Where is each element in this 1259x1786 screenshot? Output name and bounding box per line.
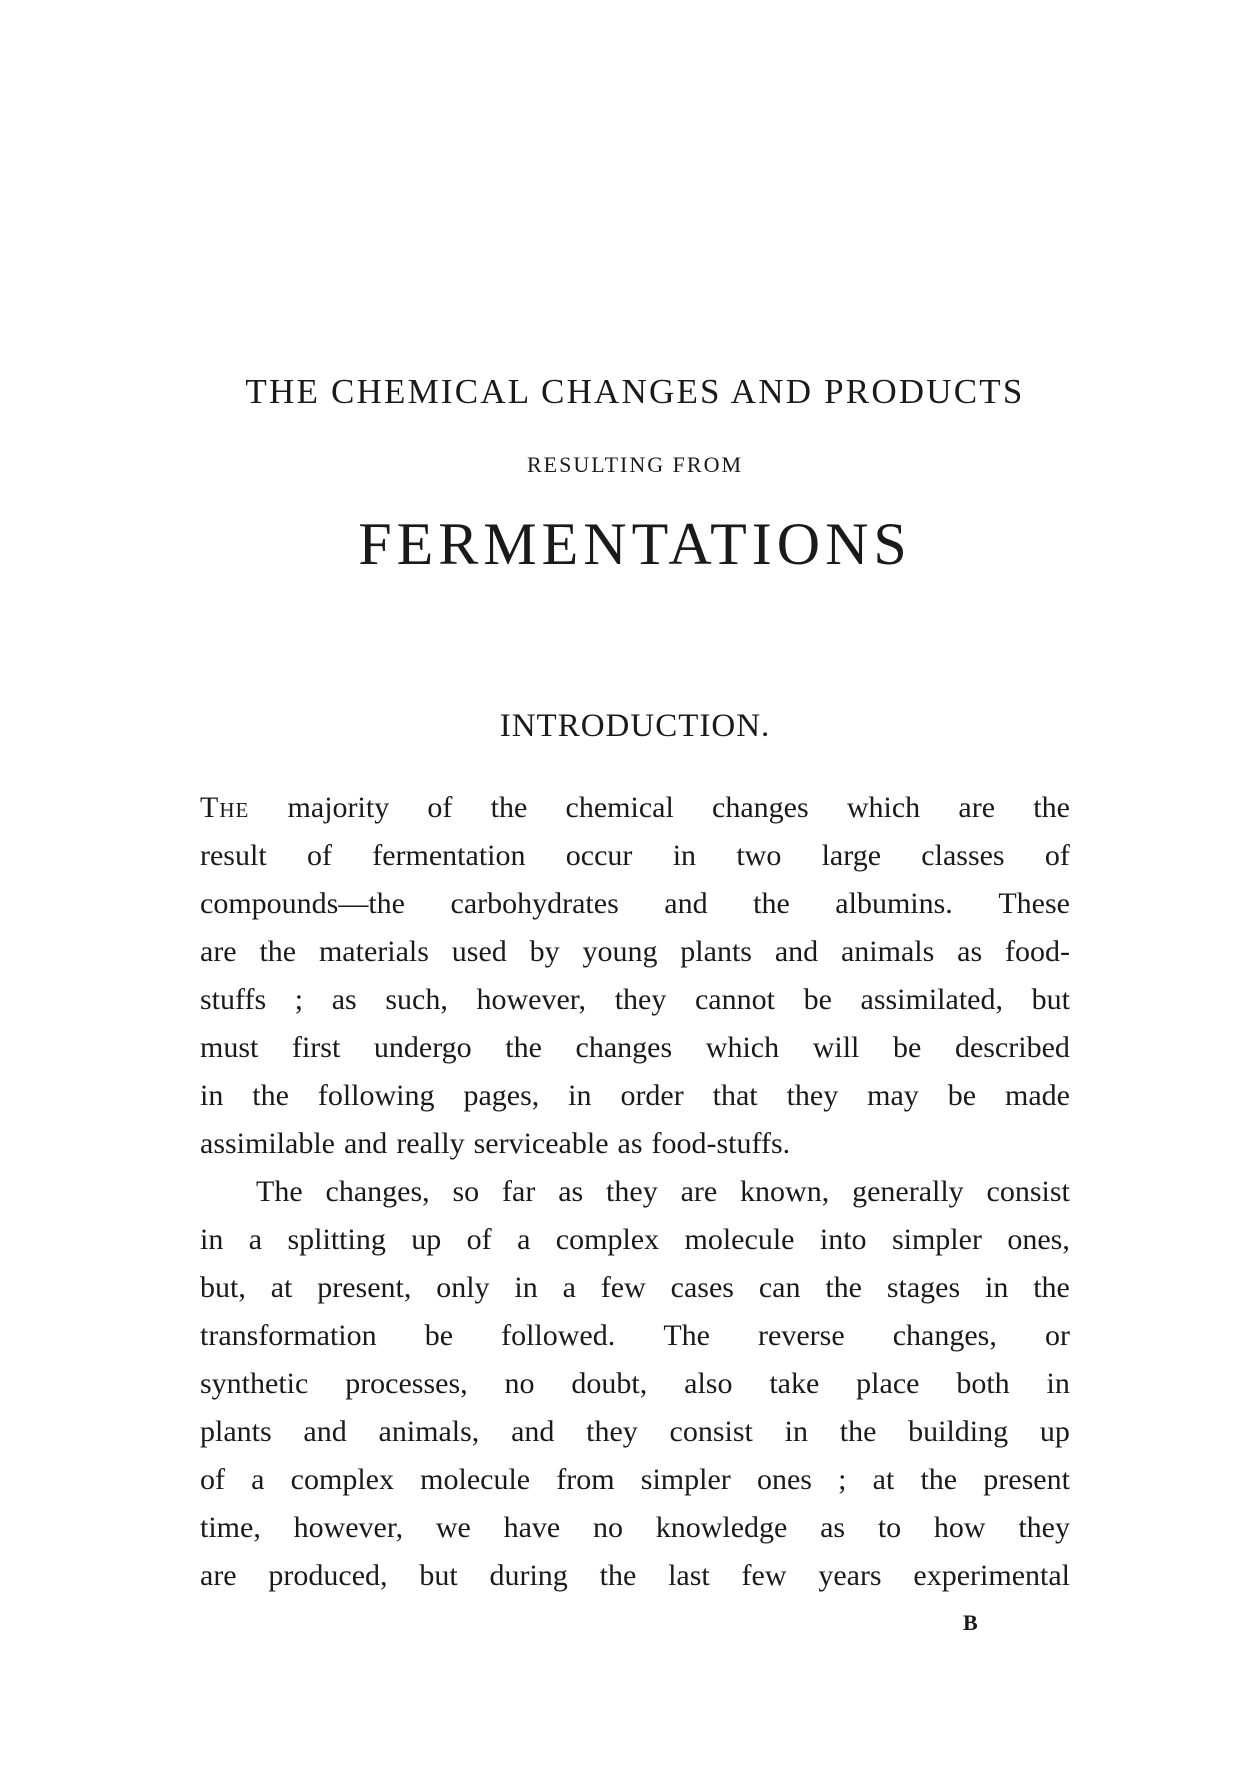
word: they <box>614 983 667 1016</box>
word: ones <box>756 1463 812 1496</box>
word: the <box>1033 1271 1070 1304</box>
word: two <box>736 839 782 872</box>
word: of <box>306 839 332 872</box>
word: the <box>1033 791 1070 824</box>
word: cannot <box>694 983 775 1016</box>
word: serviceable <box>473 1127 609 1160</box>
word: in <box>672 839 697 872</box>
word: ; <box>294 983 304 1016</box>
book-subheading: RESULTING FROM <box>526 452 744 477</box>
word: as <box>957 935 983 968</box>
word: assimilated, <box>860 983 1003 1016</box>
word: far <box>502 1175 536 1208</box>
text-line <box>200 1504 1070 1552</box>
word: be <box>424 1319 454 1352</box>
book-heading: THE CHEMICAL CHANGES AND PRODUCTS <box>245 372 1025 411</box>
word: carbohydrates <box>450 887 619 920</box>
word: The <box>256 1175 303 1208</box>
word: knowledge <box>655 1511 788 1544</box>
word: in <box>200 1079 224 1112</box>
word: place <box>856 1367 920 1400</box>
text-line <box>200 1264 1070 1312</box>
word: fermentation <box>372 839 526 872</box>
word: and <box>774 935 819 968</box>
word: the <box>825 1271 862 1304</box>
word: in <box>784 1415 808 1448</box>
word: stuffs <box>200 983 267 1016</box>
word: into <box>819 1223 867 1256</box>
word: changes, <box>325 1175 430 1208</box>
word: splitting <box>287 1223 386 1256</box>
word: a <box>248 1223 263 1256</box>
word: at <box>872 1463 895 1496</box>
word: present, <box>317 1271 412 1304</box>
signature-mark: B <box>963 1610 978 1635</box>
word: changes <box>575 1031 673 1064</box>
word: assimilable <box>200 1127 335 1160</box>
word: no <box>592 1511 623 1544</box>
word: experimental <box>913 1559 1070 1592</box>
word: simpler <box>891 1223 982 1256</box>
word: made <box>1004 1079 1070 1112</box>
word: transformation <box>200 1319 377 1352</box>
word: described <box>954 1031 1070 1064</box>
word: few <box>741 1559 787 1592</box>
word: up <box>1039 1415 1070 1448</box>
word: we <box>435 1511 471 1544</box>
word: classes <box>921 839 1005 872</box>
word: the <box>252 1079 289 1112</box>
word: cases <box>670 1271 734 1304</box>
word: however, <box>293 1511 404 1544</box>
word: undergo <box>373 1031 472 1064</box>
word: complex <box>555 1223 660 1256</box>
word: but <box>419 1559 458 1592</box>
word: plants <box>680 935 752 968</box>
word: and <box>343 1127 388 1160</box>
word: the <box>753 887 790 920</box>
text-line <box>200 832 1070 880</box>
word: in <box>568 1079 592 1112</box>
word: followed. <box>501 1319 616 1352</box>
word: occur <box>565 839 633 872</box>
word: however, <box>476 983 587 1016</box>
word: have <box>503 1511 561 1544</box>
word: they <box>606 1175 658 1208</box>
text-line <box>200 1168 1070 1216</box>
word: large <box>821 839 882 872</box>
word: few <box>600 1271 646 1304</box>
text-line <box>200 1216 1070 1264</box>
word: which <box>705 1031 780 1064</box>
word: the <box>505 1031 542 1064</box>
word: last <box>668 1559 710 1592</box>
word: young <box>582 935 658 968</box>
word: up <box>411 1223 442 1256</box>
word: really <box>396 1127 465 1160</box>
word: may <box>867 1079 919 1112</box>
word: will <box>812 1031 860 1064</box>
text-line <box>200 880 1070 928</box>
word: result <box>200 839 267 872</box>
word: simpler <box>640 1463 731 1496</box>
word: they <box>786 1079 839 1112</box>
word: no <box>504 1367 535 1400</box>
word: in <box>200 1223 224 1256</box>
word: to <box>877 1511 902 1544</box>
word: the <box>599 1559 637 1592</box>
word: changes <box>712 791 809 824</box>
word: stages <box>886 1271 961 1304</box>
word: as <box>558 1175 584 1208</box>
text-line <box>200 784 1070 832</box>
text-line <box>200 1552 1070 1600</box>
paragraph-lead-word: The <box>200 791 250 824</box>
word: by <box>529 935 560 968</box>
word: order <box>620 1079 684 1112</box>
word: processes, <box>345 1367 468 1400</box>
word: a <box>251 1463 265 1496</box>
word: food-stuffs. <box>651 1127 791 1160</box>
word: at <box>270 1271 293 1304</box>
word: how <box>933 1511 986 1544</box>
word: be <box>893 1031 922 1064</box>
word: majority <box>287 791 390 824</box>
word: The <box>663 1319 710 1352</box>
word: and <box>511 1415 555 1448</box>
word: are <box>680 1175 718 1208</box>
word: of <box>427 791 453 824</box>
word: take <box>769 1367 820 1400</box>
word: pages, <box>463 1079 540 1112</box>
word: but, <box>200 1271 246 1304</box>
word: albumins. <box>835 887 953 920</box>
word: complex <box>290 1463 394 1496</box>
word: both <box>956 1367 1010 1400</box>
text-line <box>200 1120 1070 1168</box>
word: so <box>452 1175 480 1208</box>
word: the <box>920 1463 958 1496</box>
word: only <box>436 1271 490 1304</box>
word: synthetic <box>200 1367 309 1400</box>
word: molecule <box>420 1463 531 1496</box>
word: reverse <box>758 1319 845 1352</box>
word: a <box>562 1271 576 1304</box>
text-line <box>200 1024 1070 1072</box>
word: changes, <box>892 1319 997 1352</box>
body-text <box>200 784 1070 1600</box>
word: a <box>517 1223 531 1256</box>
word: such, <box>385 983 448 1016</box>
book-title: FERMENTATIONS <box>358 511 912 577</box>
word: food- <box>1004 935 1070 968</box>
word: plants <box>200 1415 272 1448</box>
word: can <box>758 1271 801 1304</box>
word: of <box>1044 839 1070 872</box>
word: generally <box>852 1175 964 1208</box>
section-title: INTRODUCTION. <box>499 708 771 744</box>
word: ones, <box>1007 1223 1070 1256</box>
word: consist <box>986 1175 1070 1208</box>
word: in <box>985 1271 1009 1304</box>
word: that <box>712 1079 758 1112</box>
word: the <box>259 935 297 968</box>
word: as <box>331 983 357 1016</box>
word: but <box>1031 983 1070 1016</box>
word: they <box>1018 1511 1070 1544</box>
word: compounds—the <box>200 887 405 920</box>
word: years <box>818 1559 882 1592</box>
word: These <box>998 887 1070 920</box>
text-line <box>200 1408 1070 1456</box>
word: which <box>846 791 921 824</box>
word: they <box>586 1415 638 1448</box>
text-line <box>200 1312 1070 1360</box>
word: and <box>303 1415 347 1448</box>
word: first <box>291 1031 341 1064</box>
word: used <box>451 935 507 968</box>
word: also <box>684 1367 733 1400</box>
word: of <box>200 1463 225 1496</box>
word: the <box>490 791 528 824</box>
word: present <box>983 1463 1070 1496</box>
word: and <box>664 887 708 920</box>
word: are <box>200 935 237 968</box>
text-line <box>200 976 1070 1024</box>
word: doubt, <box>571 1367 648 1400</box>
word: in <box>514 1271 538 1304</box>
word: or <box>1044 1319 1070 1352</box>
word: are <box>958 791 996 824</box>
word: be <box>803 983 832 1016</box>
word: ; <box>838 1463 847 1496</box>
word: as <box>820 1511 846 1544</box>
word: be <box>947 1079 977 1112</box>
word: the <box>839 1415 877 1448</box>
word: from <box>556 1463 615 1496</box>
word: must <box>200 1031 259 1064</box>
word: following <box>317 1079 435 1112</box>
word: in <box>1046 1367 1070 1400</box>
text-line <box>200 928 1070 976</box>
word: as <box>617 1127 643 1160</box>
word: known, <box>740 1175 830 1208</box>
text-line <box>200 1456 1070 1504</box>
word: animals <box>840 935 935 968</box>
text-line <box>200 1360 1070 1408</box>
word: chemical <box>565 791 674 824</box>
word: of <box>466 1223 492 1256</box>
word: animals, <box>378 1415 480 1448</box>
word: molecule <box>684 1223 795 1256</box>
word: are <box>200 1559 237 1592</box>
word: consist <box>669 1415 753 1448</box>
word: produced, <box>268 1559 388 1592</box>
word: time, <box>200 1511 261 1544</box>
word: during <box>489 1559 568 1592</box>
word: materials <box>318 935 429 968</box>
word: building <box>908 1415 1009 1448</box>
text-line <box>200 1072 1070 1120</box>
